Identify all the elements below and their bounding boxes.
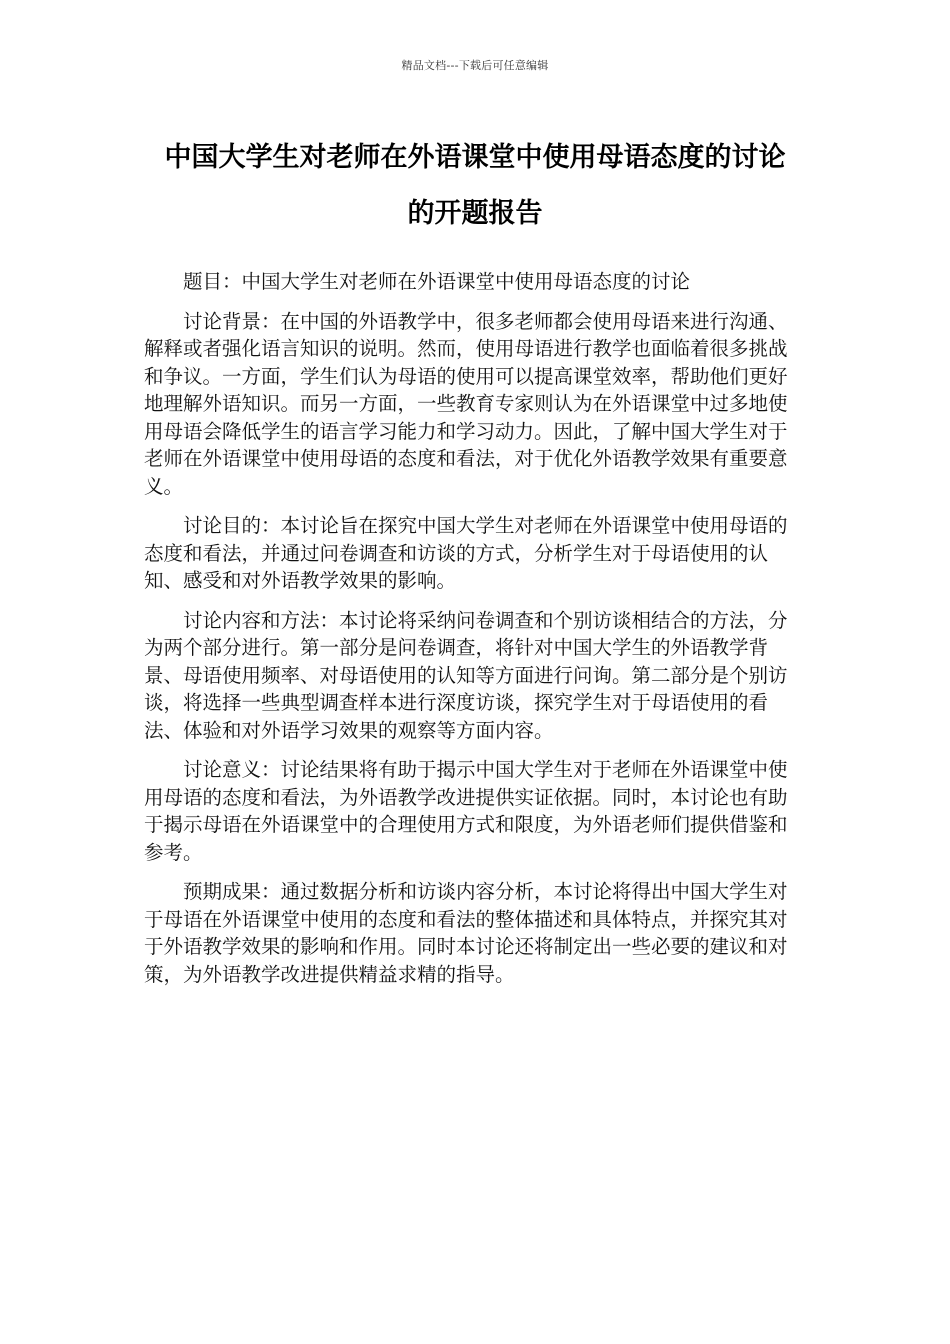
paragraph-significance: 讨论意义：讨论结果将有助于揭示中国大学生对于老师在外语课堂中使用母语的态度和看法，为外语教学改进提供实证依据。同时，本讨论也有助于揭示母语在外语课堂中的合理使用方式和限度，为外语老师们提供借鉴和参考。 — [144, 758, 788, 864]
paragraph-purpose: 讨论目的：本讨论旨在探究中国大学生对老师在外语课堂中使用母语的态度和看法，并通过问卷调查和访谈的方式，分析学生对于母语使用的认知、感受和对外语教学效果的影响。 — [144, 514, 788, 592]
paragraph-topic: 题目：中国大学生对老师在外语课堂中使用母语态度的讨论 — [183, 270, 691, 293]
paragraph-background: 讨论背景：在中国的外语教学中，很多老师都会使用母语来进行沟通、解释或者强化语言知识的说明。然而，使用母语进行教学也面临着很多挑战和争议。一方面，学生们认为母语的使用可以提高课堂效率，帮助他们更好地理解外语知识。而另一方面，一些教育专家则认为在外语课堂中过多地使用母语会降低学生的语言学习能力和学习动力。因此，了解中国大学生对于老师在外语课堂中使用母语的态度和看法，对于优化外语教学效果有重要意义。 — [144, 309, 788, 498]
title-line-2: 的开题报告 — [407, 198, 543, 229]
paragraph-content-method: 讨论内容和方法：本讨论将采纳问卷调查和个别访谈相结合的方法，分为两个部分进行。第一部分是问卷调查，将针对中国大学生的外语教学背景、母语使用频率、对母语使用的认知等方面进行问询。第二部分是个别访谈，将选择一些典型调查样本进行深度访谈，探究学生对于母语使用的看法、体验和对外语学习效果的观察等方面内容。 — [144, 608, 788, 742]
document-title — [120, 130, 830, 242]
header-note: 精品文档---下载后可任意编辑 — [401, 59, 549, 72]
paragraph-expected-results: 预期成果：通过数据分析和访谈内容分析，本讨论将得出中国大学生对于母语在外语课堂中使用的态度和看法的整体描述和具体特点，并探究其对于外语教学效果的影响和作用。同时本讨论还将制定出一些必要的建议和对策，为外语教学改进提供精益求精的指导。 — [144, 880, 788, 986]
title-line-1: 中国大学生对老师在外语课堂中使用母语态度的讨论 — [164, 142, 786, 173]
document-body — [144, 268, 804, 1000]
